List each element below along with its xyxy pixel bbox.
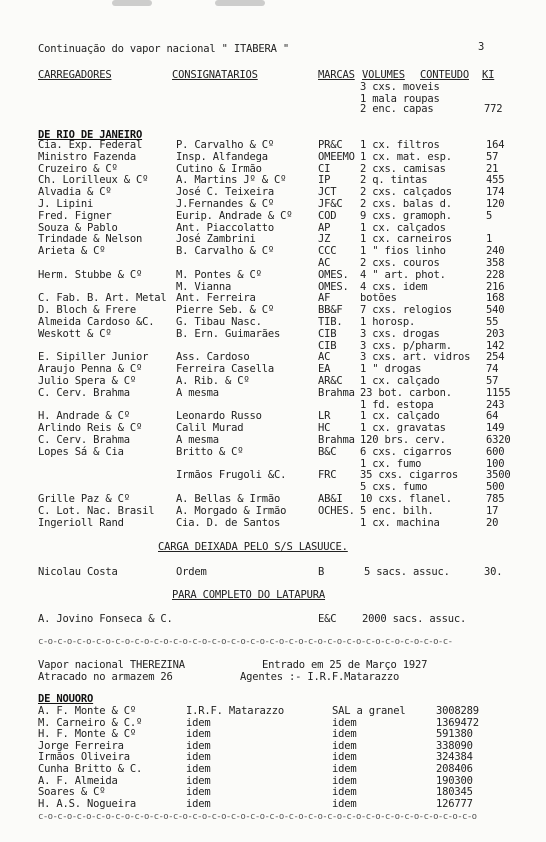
- row-marca: B&C: [318, 445, 337, 458]
- row-marca: Brahma: [318, 434, 355, 446]
- ink-smudge: [215, 0, 265, 6]
- row-volume: 1 cx. machina: [360, 516, 440, 529]
- row-marca: CIB: [318, 327, 337, 340]
- vapor-atracado: Atracado no armazem 26: [38, 671, 173, 683]
- row-consignatario: idem: [186, 786, 211, 799]
- lasuuce-value: 30.: [484, 566, 503, 578]
- row-volume: 6 cxs. cigarros: [360, 445, 452, 458]
- column-marcas: MARCAS: [318, 69, 355, 81]
- row-marca: PR&C: [318, 139, 343, 151]
- row-carregador: C. Fab. B. Art. Metal: [38, 292, 167, 305]
- row-consignatario: Leonardo Russo: [176, 410, 262, 423]
- row-volume: 35 cxs. cigarros: [360, 469, 458, 482]
- column-consignatarios: CONSIGNATARIOS: [172, 69, 258, 81]
- separator-line: c-o-c-o-c-o-c-o-c-o-c-o-c-o-c-o-c-o-c-o-c-o-c-o-c-o-c-o-c-o-c-o-c-o-c-o-c-o-c-o-c-o-c-: [38, 637, 453, 647]
- section-heading-lasuuce: CARGA DEIXADA PELO S/S LASUUCE.: [158, 541, 348, 553]
- row-volume: 1 fd. estopa: [360, 398, 434, 411]
- row-carregador: H. A.S. Nogueira: [38, 797, 136, 810]
- row-carregador: Lopes Sá & Cia: [38, 445, 124, 458]
- row-consignatario: B. Ern. Guimarães: [176, 327, 281, 340]
- row-volume: 2 cxs. calçados: [360, 186, 452, 199]
- row-carregador: Fred. Figner: [38, 209, 112, 222]
- row-value: 17: [486, 504, 499, 517]
- row-volume: 9 cxs. gramoph.: [360, 209, 452, 222]
- row-consignatario: Ferreira Casella: [176, 363, 274, 376]
- top-row-volume: 3 cxs. moveis: [360, 81, 440, 93]
- row-carregador: C. Cerv. Brahma: [38, 434, 130, 446]
- row-volume: 2 cxs. balas d.: [360, 198, 452, 210]
- vapor-title: Vapor nacional THEREZINA: [38, 659, 185, 671]
- row-carregador: Herm. Stubbe & Cº: [38, 268, 143, 281]
- row-carregador: E. Sipiller Junior: [38, 351, 149, 364]
- row-value: 120: [486, 198, 505, 210]
- row-value: 174: [486, 186, 505, 199]
- row-value: 228: [486, 268, 505, 281]
- row-consignatario: idem: [186, 774, 211, 787]
- top-row-volume: 2 enc. capas: [360, 103, 434, 115]
- row-consignatario: Eurip. Andrade & Cº: [176, 209, 293, 222]
- row-value: 500: [486, 481, 505, 494]
- row-conteudo: idem: [332, 739, 357, 752]
- row-conteudo: idem: [332, 797, 357, 810]
- row-volume: 1 horosp.: [360, 316, 416, 328]
- row-value: 55: [486, 316, 499, 328]
- row-conteudo: idem: [332, 786, 357, 799]
- row-marca: AC: [318, 257, 331, 269]
- row-value: 3500: [486, 469, 511, 482]
- row-value: 216: [486, 280, 505, 293]
- latapura-carregador: A. Jovino Fonseca & C.: [38, 613, 173, 625]
- column-volumes: VOLUMES: [362, 69, 405, 81]
- row-marca: CI: [318, 162, 331, 175]
- row-marca: EA: [318, 363, 331, 376]
- row-conteudo: idem: [332, 774, 357, 787]
- row-consignatario: A. Bellas & Irmão: [176, 493, 281, 505]
- row-value: 64: [486, 410, 499, 423]
- section-heading-porto: DE NOUORO: [38, 693, 94, 705]
- row-value: 1: [486, 233, 493, 246]
- row-volume: 2 cxs. couros: [360, 257, 440, 269]
- row-consignatario: Pierre Seb. & Cº: [176, 304, 274, 317]
- row-consignatario: M. Vianna: [176, 280, 232, 293]
- row-consignatario: A. Rib. & Cº: [176, 375, 250, 387]
- row-volume: 1 cx. carneiros: [360, 233, 452, 246]
- row-value: 3008289: [436, 705, 479, 717]
- row-volume: 1 " fios linho: [360, 245, 446, 258]
- row-marca: AP: [318, 221, 331, 234]
- row-carregador: Ministro Fazenda: [38, 150, 136, 163]
- row-marca: OMES.: [318, 280, 349, 293]
- row-marca: AF: [318, 292, 331, 305]
- row-volume: 1 cx. calçados: [360, 221, 446, 234]
- row-value: 57: [486, 150, 499, 163]
- row-value: 142: [486, 339, 505, 352]
- row-volume: 5 enc. bilh.: [360, 504, 434, 517]
- row-carregador: Jorge Ferreira: [38, 739, 124, 752]
- row-consignatario: idem: [186, 716, 211, 729]
- row-carregador: A. F. Almeida: [38, 774, 118, 787]
- row-volume: 3 cxs. art. vidros: [360, 351, 471, 364]
- row-carregador: M. Carneiro & C.º: [38, 716, 143, 729]
- row-carregador: Almeida Cardoso &C.: [38, 316, 155, 328]
- lasuuce-carregador: Nicolau Costa: [38, 566, 118, 578]
- row-value: 203: [486, 327, 505, 340]
- row-consignatario: Ant. Piaccolatto: [176, 221, 274, 234]
- column-conteudo: CONTEUDO: [420, 69, 469, 81]
- row-volume: 23 bot. carbon.: [360, 386, 452, 399]
- row-value: 1155: [486, 386, 511, 399]
- vapor-agentes: Agentes :- I.R.F.Matarazzo: [240, 671, 400, 683]
- row-marca: HC: [318, 422, 331, 435]
- row-carregador: C. Cerv. Brahma: [38, 386, 130, 399]
- row-conteudo: SAL a granel: [332, 705, 406, 717]
- row-consignatario: A mesma: [176, 434, 219, 446]
- row-consignatario: Irmãos Frugoli &C.: [176, 469, 287, 482]
- row-volume: 5 cxs. fumo: [360, 481, 428, 494]
- row-consignatario: José Zambrini: [176, 233, 256, 246]
- row-value: 208406: [436, 763, 473, 775]
- row-value: 164: [486, 139, 505, 151]
- row-value: 1369472: [436, 716, 479, 729]
- row-carregador: H. F. Monte & Cº: [38, 728, 136, 741]
- row-carregador: H. Andrade & Cº: [38, 410, 130, 423]
- row-carregador: Soares & Cº: [38, 786, 106, 799]
- row-consignatario: Calil Murad: [176, 422, 244, 435]
- top-row-volume: 1 mala roupas: [360, 93, 440, 105]
- row-consignatario: Cutino & Irmão: [176, 162, 262, 175]
- row-carregador: Cunha Britto & C.: [38, 763, 143, 775]
- row-carregador: Trindade & Nelson: [38, 233, 143, 246]
- row-conteudo: idem: [332, 763, 357, 775]
- row-value: 600: [486, 445, 505, 458]
- row-value: 358: [486, 257, 505, 269]
- row-consignatario: G. Tibau Nasc.: [176, 316, 262, 328]
- row-marca: OMES.: [318, 268, 349, 281]
- row-value: 5: [486, 209, 493, 222]
- row-carregador: Arlindo Reis & Cº: [38, 422, 143, 435]
- row-value: 338090: [436, 739, 473, 752]
- row-marca: COD: [318, 209, 337, 222]
- row-carregador: Cruzeiro & Cº: [38, 162, 118, 175]
- row-consignatario: A. Morgado & Irmão: [176, 504, 287, 517]
- row-marca: CCC: [318, 245, 337, 258]
- row-consignatario: J.Fernandes & Cº: [176, 198, 274, 210]
- row-consignatario: idem: [186, 751, 211, 764]
- row-volume: botões: [360, 292, 397, 305]
- ink-smudge: [112, 0, 152, 6]
- row-carregador: Ch. Lorilleux & Cº: [38, 174, 149, 187]
- row-consignatario: A mesma: [176, 386, 219, 399]
- row-volume: 2 cxs. camisas: [360, 162, 446, 175]
- row-volume: 1 cx. mat. esp.: [360, 150, 452, 163]
- row-consignatario: idem: [186, 739, 211, 752]
- row-value: 540: [486, 304, 505, 317]
- row-carregador: Arieta & Cº: [38, 245, 106, 258]
- vapor-entrada: Entrado em 25 de Março 1927: [262, 659, 428, 671]
- row-carregador: Alvadia & Cº: [38, 186, 112, 199]
- row-volume: 7 cxs. relogios: [360, 304, 452, 317]
- column-extra: KI: [482, 69, 495, 81]
- row-value: 785: [486, 493, 505, 505]
- row-carregador: Souza & Pablo: [38, 221, 118, 234]
- row-value: 21: [486, 162, 499, 175]
- row-consignatario: Ant. Ferreira: [176, 292, 256, 305]
- row-marca: LR: [318, 410, 331, 423]
- separator-line-end: c-o-c-o-c-o-c-o-c-o-c-o-c-o-c-o-c-o-c-o-c-o-c-o-c-o-c-o-c-o-c-o-c-o-c-o-c-o-c-o-c-o-c-o-c-o: [38, 812, 477, 822]
- section-heading-latapura: PARA COMPLETO DO LATAPURA: [172, 589, 326, 601]
- row-volume: 1 cx. gravatas: [360, 422, 446, 435]
- row-value: 243: [486, 398, 505, 411]
- row-value: 254: [486, 351, 505, 364]
- row-marca: OMEEMO: [318, 150, 355, 163]
- row-carregador: C. Lot. Nac. Brasil: [38, 504, 155, 517]
- row-value: 180345: [436, 786, 473, 799]
- row-marca: Brahma: [318, 386, 355, 399]
- row-volume: 3 cxs. drogas: [360, 327, 440, 340]
- row-carregador: Araujo Penna & Cº: [38, 363, 143, 376]
- document-title: Continuação do vapor nacional " ITABERA ": [38, 43, 289, 55]
- row-carregador: Weskott & Cº: [38, 327, 112, 340]
- page-number: 3: [478, 41, 485, 53]
- row-marca: JZ: [318, 233, 331, 246]
- row-conteudo: idem: [332, 751, 357, 764]
- row-consignatario: A. Martins Jº & Cº: [176, 174, 287, 187]
- row-carregador: Irmãos Oliveira: [38, 751, 130, 764]
- row-carregador: J. Lipini: [38, 198, 94, 210]
- row-consignatario: idem: [186, 728, 211, 741]
- section-heading-rio: DE RIO DE JANEIRO: [38, 129, 143, 141]
- row-consignatario: I.R.F. Matarazzo: [186, 705, 284, 717]
- row-value: 6320: [486, 434, 511, 446]
- row-volume: 120 brs. cerv.: [360, 434, 446, 446]
- row-value: 126777: [436, 797, 473, 810]
- latapura-volume: 2000 sacs. assuc.: [362, 613, 467, 625]
- row-marca: TIB.: [318, 316, 343, 328]
- row-volume: 1 cx. filtros: [360, 139, 440, 151]
- latapura-marca: E&C: [318, 613, 337, 625]
- row-marca: JF&C: [318, 198, 343, 210]
- row-value: 149: [486, 422, 505, 435]
- lasuuce-consignatario: Ordem: [176, 566, 207, 578]
- lasuuce-volume: 5 sacs. assuc.: [364, 566, 450, 578]
- row-volume: 4 cxs. idem: [360, 280, 428, 293]
- row-value: 240: [486, 245, 505, 258]
- row-marca: OCHES.: [318, 504, 355, 517]
- row-marca: BB&F: [318, 304, 343, 317]
- row-value: 57: [486, 375, 499, 387]
- row-consignatario: M. Pontes & Cº: [176, 268, 262, 281]
- row-marca: AC: [318, 351, 331, 364]
- row-consignatario: Britto & Cº: [176, 445, 244, 458]
- row-value: 324384: [436, 751, 473, 764]
- row-consignatario: José C. Teixeira: [176, 186, 274, 199]
- row-consignatario: idem: [186, 797, 211, 810]
- row-volume: 1 cx. calçado: [360, 410, 440, 423]
- row-conteudo: idem: [332, 728, 357, 741]
- row-carregador: Cia. Exp. Federal: [38, 139, 143, 151]
- row-marca: IP: [318, 174, 331, 187]
- row-carregador: D. Bloch & Frere: [38, 304, 136, 317]
- row-value: 455: [486, 174, 505, 187]
- row-volume: 4 " art. phot.: [360, 268, 446, 281]
- row-value: 591380: [436, 728, 473, 741]
- row-consignatario: P. Carvalho & Cº: [176, 139, 274, 151]
- row-value: 74: [486, 363, 499, 376]
- row-carregador: Julio Spera & Cº: [38, 375, 136, 387]
- row-marca: FRC: [318, 469, 337, 482]
- row-marca: CIB: [318, 339, 337, 352]
- row-carregador: Ingerioll Rand: [38, 516, 124, 529]
- row-volume: 1 cx. calçado: [360, 375, 440, 387]
- row-volume: 10 cxs. flanel.: [360, 493, 452, 505]
- row-carregador: Grille Paz & Cº: [38, 493, 130, 505]
- row-marca: AB&I: [318, 493, 343, 505]
- column-carregadores: CARREGADORES: [38, 69, 112, 81]
- row-conteudo: idem: [332, 716, 357, 729]
- row-value: 190300: [436, 774, 473, 787]
- row-marca: JCT: [318, 186, 337, 199]
- row-carregador: A. F. Monte & Cº: [38, 705, 136, 717]
- row-marca: AR&C: [318, 375, 343, 387]
- row-value: 100: [486, 457, 505, 470]
- row-consignatario: Ass. Cardoso: [176, 351, 250, 364]
- row-consignatario: Cia. D. de Santos: [176, 516, 281, 529]
- row-volume: 1 cx. fumo: [360, 457, 422, 470]
- row-volume: 2 q. tintas: [360, 174, 428, 187]
- row-volume: 3 cxs. p/pharm.: [360, 339, 452, 352]
- row-consignatario: B. Carvalho & Cº: [176, 245, 274, 258]
- row-value: 168: [486, 292, 505, 305]
- lasuuce-marca: B: [318, 566, 325, 578]
- top-row-value: 772: [484, 103, 503, 115]
- row-consignatario: idem: [186, 763, 211, 775]
- row-value: 20: [486, 516, 499, 529]
- row-consignatario: Insp. Alfandega: [176, 150, 268, 163]
- row-volume: 1 " drogas: [360, 363, 422, 376]
